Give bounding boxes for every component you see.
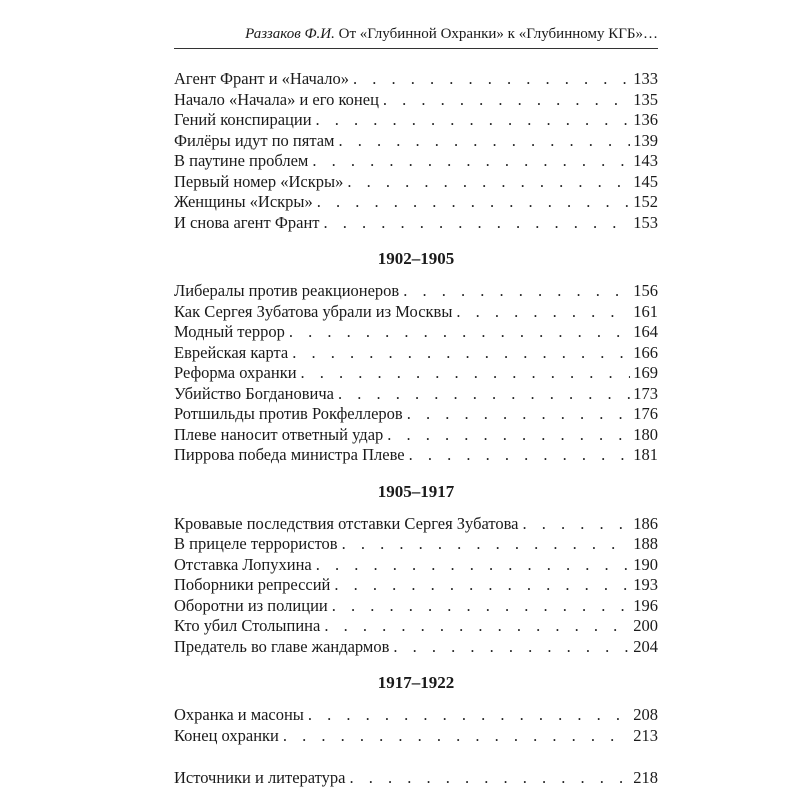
dot-leader	[283, 726, 630, 747]
table-of-contents	[174, 69, 658, 789]
toc-entry[interactable]	[174, 343, 658, 364]
toc-entry[interactable]	[174, 616, 658, 637]
toc-entry-title: Гений конспирации	[174, 110, 316, 131]
section-heading: 1905–1917	[377, 481, 455, 501]
toc-entry[interactable]	[174, 131, 658, 152]
toc-entry-page: 169	[630, 363, 658, 384]
dot-leader	[292, 343, 630, 364]
toc-entry-page: 139	[630, 131, 658, 152]
toc-entry-page: 200	[630, 616, 658, 637]
toc-entry[interactable]	[174, 69, 658, 90]
toc-entry-page: 186	[630, 514, 658, 535]
toc-entry[interactable]	[174, 404, 658, 425]
dot-leader	[403, 281, 630, 302]
toc-entry-title: Еврейская карта	[174, 343, 292, 364]
toc-entry-title: Оборотни из полиции	[174, 596, 332, 617]
toc-entry[interactable]	[174, 213, 658, 234]
toc-entry-title: Кровавые последствия отставки Сергея Зубатова	[174, 514, 523, 535]
dot-leader	[342, 534, 631, 555]
toc-entry-page: 176	[630, 404, 658, 425]
spacer	[174, 746, 658, 768]
section-heading: 1917–1922	[377, 673, 455, 692]
toc-entry-title: Как Сергея Зубатова убрали из Москвы	[174, 302, 456, 323]
dot-leader	[323, 213, 630, 234]
toc-entry[interactable]	[174, 425, 658, 446]
dot-leader	[383, 90, 630, 111]
running-head-title: От «Глубинной Охранки» к «Глубинному КГБ»…	[334, 26, 658, 42]
toc-entry[interactable]	[174, 575, 658, 596]
toc-entry-page: 213	[630, 726, 658, 747]
toc-entry-page: 153	[630, 213, 658, 234]
toc-entry-page: 135	[630, 90, 658, 111]
toc-entry-title: Ротшильды против Рокфеллеров	[174, 404, 407, 425]
toc-entry-page: 136	[630, 110, 658, 131]
toc-entry-title: Женщины «Искры»	[174, 192, 317, 213]
toc-entry-page: 145	[630, 172, 658, 193]
toc-entry-title: Убийство Богдановича	[174, 384, 338, 405]
toc-entry-page: 193	[630, 575, 658, 596]
toc-entry-title: Начало «Начала» и его конец	[174, 90, 383, 111]
toc-entry[interactable]	[174, 726, 658, 747]
toc-entry[interactable]	[174, 637, 658, 658]
toc-entry[interactable]	[174, 705, 658, 726]
dot-leader	[393, 637, 630, 658]
toc-entry-page: 152	[630, 192, 658, 213]
toc-entry-page: 190	[630, 555, 658, 576]
toc-entry[interactable]	[174, 110, 658, 131]
header-rule	[174, 48, 658, 49]
dot-leader	[338, 384, 630, 405]
toc-entry-title: Филёры идут по пятам	[174, 131, 339, 152]
toc-entry[interactable]	[174, 192, 658, 213]
dot-leader	[289, 322, 630, 343]
toc-entry-title: И снова агент Франт	[174, 213, 323, 234]
toc-entry-title: Конец охранки	[174, 726, 283, 747]
dot-leader	[353, 69, 630, 90]
toc-entry[interactable]	[174, 90, 658, 111]
toc-entry-title: Поборники репрессий	[174, 575, 334, 596]
toc-entry-title: Первый номер «Искры»	[174, 172, 347, 193]
toc-entry[interactable]	[174, 534, 658, 555]
toc-entry-page: 218	[630, 768, 658, 789]
section-heading: 1902–1905	[377, 249, 455, 268]
dot-leader	[308, 705, 630, 726]
toc-entry[interactable]	[174, 302, 658, 323]
toc-entry-page: 196	[630, 596, 658, 617]
toc-entry-title: Охранка и масоны	[174, 705, 308, 726]
dot-leader	[301, 363, 631, 384]
dot-leader	[316, 555, 631, 576]
toc-entry-title: Агент Франт и «Начало»	[174, 69, 353, 90]
toc-entry[interactable]	[174, 445, 658, 466]
toc-entry-page: 180	[630, 425, 658, 446]
dot-leader	[456, 302, 630, 323]
toc-entry[interactable]	[174, 555, 658, 576]
toc-entry-page: 166	[630, 343, 658, 364]
toc-entry-title: Либералы против реакционеров	[174, 281, 403, 302]
toc-entry-title: Плеве наносит ответный удар	[174, 425, 387, 446]
dot-leader	[387, 425, 630, 446]
dot-leader	[324, 616, 630, 637]
toc-entry[interactable]	[174, 151, 658, 172]
toc-entry-title: В паутине проблем	[174, 151, 312, 172]
dot-leader	[407, 404, 631, 425]
dot-leader	[316, 110, 631, 131]
toc-entry-page: 173	[630, 384, 658, 405]
toc-entry-page: 161	[630, 302, 658, 323]
toc-entry[interactable]	[174, 172, 658, 193]
toc-entry[interactable]	[174, 514, 658, 535]
toc-entry-page: 208	[630, 705, 658, 726]
dot-leader	[347, 172, 630, 193]
toc-entry-page: 188	[630, 534, 658, 555]
toc-entry-page: 164	[630, 322, 658, 343]
toc-entry[interactable]	[174, 384, 658, 405]
book-page	[174, 0, 658, 800]
running-head	[174, 25, 658, 43]
toc-entry-title: В прицеле террористов	[174, 534, 342, 555]
dot-leader	[523, 514, 631, 535]
toc-entry-page: 181	[630, 445, 658, 466]
dot-leader	[339, 131, 631, 152]
toc-entry-title: Источники и литература	[174, 768, 350, 789]
dot-leader	[350, 768, 631, 789]
toc-entry-title: Отставка Лопухина	[174, 555, 316, 576]
toc-entry-title: Реформа охранки	[174, 363, 301, 384]
running-head-author: Раззаков Ф.И.	[245, 26, 335, 42]
toc-entry-page: 204	[630, 637, 658, 658]
dot-leader	[312, 151, 630, 172]
toc-entry-title: Кто убил Столыпина	[174, 616, 324, 637]
toc-entry[interactable]	[174, 322, 658, 343]
toc-entry-title: Модный террор	[174, 322, 289, 343]
toc-entry-page: 156	[630, 281, 658, 302]
dot-leader	[317, 192, 630, 213]
dot-leader	[334, 575, 630, 596]
toc-entry[interactable]	[174, 596, 658, 617]
toc-entry-title: Предатель во главе жандармов	[174, 637, 393, 658]
toc-entry[interactable]	[174, 363, 658, 384]
toc-entry-page: 133	[630, 69, 658, 90]
toc-entry-page: 143	[630, 151, 658, 172]
toc-entry[interactable]	[174, 281, 658, 302]
dot-leader	[332, 596, 631, 617]
dot-leader	[409, 445, 631, 466]
toc-entry-title: Пиррова победа министра Плеве	[174, 445, 409, 466]
toc-entry-sources[interactable]	[174, 768, 658, 789]
